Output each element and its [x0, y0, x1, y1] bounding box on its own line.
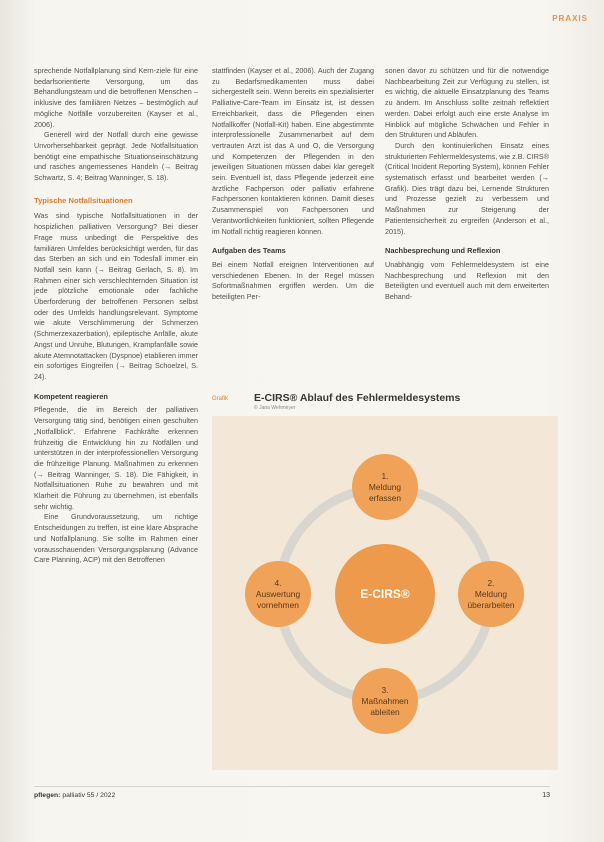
graphic-tag: Grafik [212, 396, 229, 402]
step-number: 4. [274, 577, 282, 588]
publication-name [34, 792, 115, 799]
step-number: 1. [381, 470, 389, 481]
paragraph: Durch den kontinuierlichen Einsatz eines strukturierten Fehlermeldesystems, wie z.B. CIRS® (Critical Incident Reporting System), können Fehler systematisch erfasst und bearbeitet werden (→ Grafik). Dies trägt dazu bei, Lernende Strukturen und Prozesse gezielt zu verbessern und Maßnahmen zur Steigerung der Patientensicherheit zu ergreifen (Anderson et al., 2015). [385, 140, 549, 236]
footer-divider [34, 786, 550, 787]
step-label: Meldung [368, 481, 402, 492]
paragraph: Pflegende, die im Bereich der palliativen Versorgung tätig sind, benötigen einen geschulten „Notfallblick“. Erfahrene Fachkräfte erkennen frühzeitig die Entwicklung hin zu Notfällen und unterstützen in der interprofessionellen Versorgung die frühzeitige Planung. Maßnahmen zu erkennen (→ Beitrag Wanninger, S. 18). Die Fähigkeit, in Notfallsituationen Ruhe zu bewahren und mit Klarheit die Führung zu übernehmen, ist ebenfalls sehr wichtig. [34, 405, 198, 511]
step-node-1 [352, 454, 418, 520]
page-number: 13 [542, 792, 550, 799]
text-column-3 [385, 66, 549, 303]
section-heading: Typische Notfallsituationen [34, 195, 133, 205]
paragraph: Generell wird der Notfall durch eine gewisse Unvorhersehbarkeit geprägt. Jede Notfallsituation benötigt eine empathische Situationseinschätzung und rasches angemessenes Handeln (→ Beitrag Schwartz, S. 4; Beitrag Wanninger, S. 18). [34, 130, 198, 183]
step-number: 2. [487, 577, 495, 588]
text-column-1 [34, 66, 198, 566]
sub-heading: Nachbesprechung und Reflexion [385, 246, 501, 256]
step-node-4 [245, 561, 311, 627]
paragraph: Unabhängig vom Fehlermeldesystem ist eine Nachbesprechung und Reflexion mit den Beteiligten und eventuell auch mit dem erweiterten Behand- [385, 259, 549, 302]
paragraph: sonen davor zu schützen und für die notwendige Nachbearbeitung Zeit zur Verfügung zu stellen, ist es wichtig, die aktuelle Einsatzplanung des Teams zu ändern. Im Anschluss sollte zeitnah reflektiert werden. Dabei erfolgt auch eine erste Analyse im Hinblick auf mögliche Schwächen und Fehler in den Strukturen und Abläufen. [385, 66, 549, 140]
publication-bold: pflegen: [34, 792, 61, 799]
graphic-title: E-CIRS® Ablauf des Fehlermeldesystems [254, 392, 461, 404]
paragraph: Bei einem Notfall ereignen Interventionen auf verschiedenen Ebenen. In der Regel müssen Sofortmaßnahmen ergriffen werden. Um die beteiligten Per- [212, 259, 374, 302]
text-column-2 [212, 66, 374, 303]
step-label: Maßnahmen [361, 695, 409, 706]
step-label: ableiten [370, 706, 400, 717]
diagram-panel [212, 416, 558, 770]
paragraph: Was sind typische Notfallsituationen in der hospizlichen palliativen Versorgung? Bei dieser Frage muss unbedingt die Perspektive des familiären Umfeldes berücksichtigt werden, für das das Sterben an sich und ein Todesfall immer ein Notfall sein kann (→ Beitrag Gerlach, S. 8). Im Rahmen einer sich verschlechternden Situation ist jede plötzliche emotionale oder fachliche Überforderung der betroffenen Personen selbst oder des Umfelds handlungsrelevant. Symptome wie akute Verschlimmerung der Schmerzen (Schmerzexazerbation), epileptische Anfälle, akute Angst und Unruhe, Blutungen, Krampfanfälle sowie akute Atemnotattacken (Dyspnoe) etablieren immer ein sofortiges Eingreifen (→ Beitrag Schoelzel, S. 24). [34, 211, 198, 381]
step-node-3 [352, 668, 418, 734]
sub-heading: Kompetent reagieren [34, 391, 108, 401]
section-label: PRAXIS [552, 14, 588, 23]
ecirs-graphic [212, 388, 558, 770]
step-label: Auswertung [255, 588, 301, 599]
step-label: überarbeiten [467, 599, 515, 610]
paragraph: stattfinden (Kayser et al., 2006). Auch der Zugang zu Bedarfsmedikamenten muss dabei sichergestellt sein. Wenn bereits ein spezialisierter Palliative-Care-Team im Einsatz ist, ist dessen Erreichbarkeit, dass die Pflegenden einen Notfallkoffer (Notfall-Kit) haben. Eine abgestimmte interprofessionelle Zusammenarbeit auf dem vertrauten Arzt ist das A und O, die Versorgung und Kompetenzen der Pflegenden in den jeweiligen Situationen müssen dabei klar geregelt sein. Eventuell ist, dass Pflegende jederzeit eine ärztliche Fachperson oder palliativ erfahrene Fachpersonen kontaktieren können. Damit dieses Zusammenspiel von Fachpersonen und Verantwortlichkeiten funktioniert, sollten Pflegende im Notfall richtig reagieren können. [212, 66, 374, 236]
center-node: E-CIRS® [335, 544, 435, 644]
paragraph: Eine Grundvoraussetzung, um richtige Entscheidungen zu treffen, ist eine klare Absprache und Notfallplanung. Sie sollte im Rahmen einer vorausschauenden Versorgungsplanung (Advance Care Planning, ACP) mit den Betroffenen [34, 512, 198, 565]
step-number: 3. [381, 684, 389, 695]
graphic-header [212, 388, 558, 412]
graphic-source: © Jana Wehmeyer [254, 405, 296, 411]
step-label: erfassen [368, 492, 402, 503]
publication-issue: palliativ 55 / 2022 [60, 792, 116, 799]
step-label: vornehmen [257, 599, 299, 610]
step-node-2 [458, 561, 524, 627]
sub-heading: Aufgaben des Teams [212, 246, 286, 256]
page-footer [34, 792, 550, 806]
paragraph: sprechende Notfallplanung sind Kern-ziele für eine bedarfsorientierte Versorgung, um das Behandlungsteam und die betroffenen Menschen – inklusive des familiären Netzes – bestmöglich auf mögliche Notfälle vorzubereiten (Kayser et al., 2006). [34, 66, 198, 129]
step-label: Meldung [474, 588, 508, 599]
